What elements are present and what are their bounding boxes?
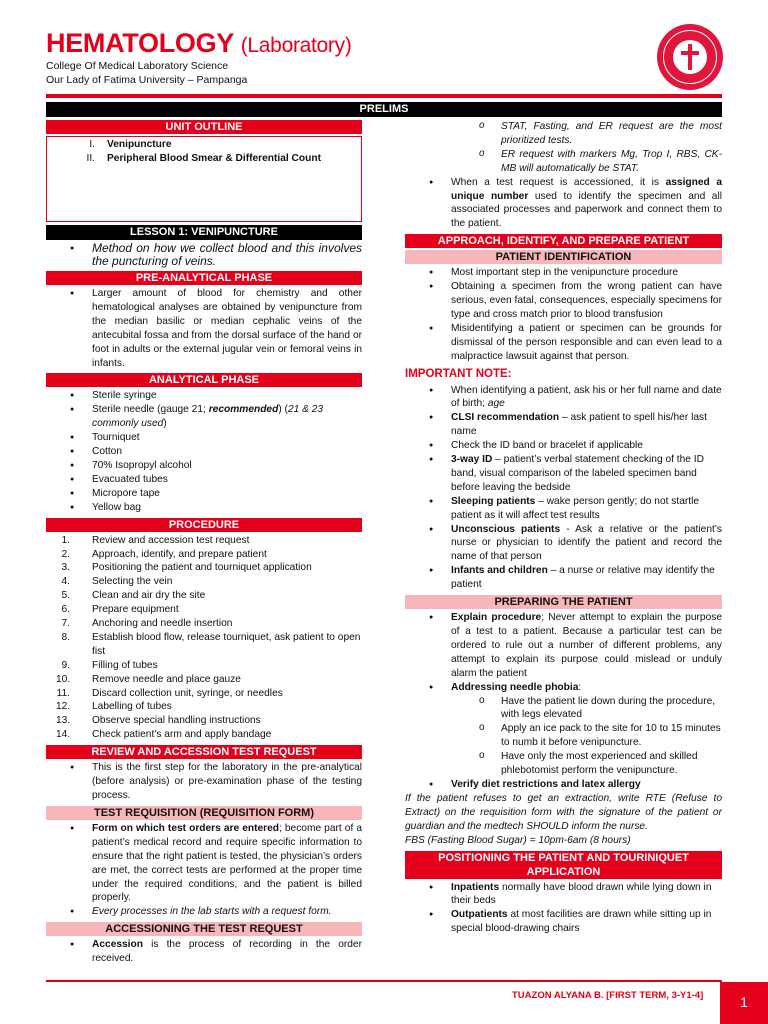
list-item: ● Unconscious patients - Ask a relative or the patient’s nurse or physician to identify the patient and record the name of that person <box>405 523 722 565</box>
list-item: ● Most important step in the venipuncture procedure <box>405 266 722 280</box>
important-note-list <box>405 384 722 593</box>
list-item: ● Larger amount of blood for chemistry and other hematological analyses are obtained by venipuncture from the median basilic or median cephalic veins of the antecubital fossa and from the dorsal surface of the hand or foot in adults or the external jugular vein or femoral veins in infants. <box>46 287 362 370</box>
pre-analytical-list <box>46 287 362 370</box>
list-item: ● Infants and children – a nurse or relative may identify the patient <box>405 564 722 592</box>
seal-cross-bar <box>681 51 699 55</box>
sub-item: o Apply an ice pack to the site for 10 to 15 minutes to numb it before venipuncture. <box>405 722 722 750</box>
procedure-step: 13. Observe special handling instructions <box>56 715 261 727</box>
list-item: ● Form on which test orders are entered; become part of a patient’s medical record and require specific information to ensure that the right patient is tested, the physician’s orders are met, the correct tests are performed at the proper time under the required conditions, and the patient is billed properly. <box>46 822 362 905</box>
list-item: ● Inpatients normally have blood drawn while lying down in their beds <box>405 881 722 909</box>
title-main: HEMATOLOGY <box>46 28 234 58</box>
procedure-step: 7. Anchoring and needle insertion <box>61 618 233 630</box>
unit-outline-heading: UNIT OUTLINE <box>46 120 362 134</box>
sub-item: o ER request with markers Mg, Trop I, RBS, CK-MB will automatically be STAT. <box>405 148 722 176</box>
procedure-step: 9. Filling of tubes <box>61 659 158 671</box>
header-divider <box>46 94 722 98</box>
procedure-step: 1. Review and accession test request <box>61 534 250 546</box>
preparing-list <box>405 611 722 792</box>
list-item: ● Yellow bag <box>46 501 362 515</box>
outline-item: I. Venipuncture <box>89 139 172 150</box>
equipment-list <box>46 389 362 514</box>
identification-list <box>405 266 722 363</box>
list-item: ● Accession is the process of recording in the order received. <box>46 938 362 966</box>
important-note-heading: IMPORTANT NOTE: <box>405 367 512 380</box>
positioning-heading: POSITIONING THE PATIENT AND TOURINIQUET APPLICATION <box>405 851 722 879</box>
list-item: ● Addressing needle phobia: o Have the patient lie down during the procedure, with legs elevated o Apply an ice pack to the site for 10 to 15 minutes to numb it before venipuncture. o Have only the most experienced and skilled phlebotomist perform the venipuncture. <box>405 681 722 778</box>
procedure-step: 4. Selecting the vein <box>61 576 173 588</box>
page-number: 1 <box>720 982 768 1024</box>
title-suffix: (Laboratory) <box>240 34 352 57</box>
list-item: ● Sterile needle (gauge 21; recommended) (21 & 23 commonly used) <box>46 403 362 431</box>
procedure-heading: PROCEDURE <box>46 518 362 532</box>
procedure-step: 10. Remove needle and place gauze <box>56 673 241 685</box>
list-item: ● When a test request is accessioned, it is assigned a unique number used to identify the specimen and all associated processes and paperwork and connect them to the patient. <box>405 176 722 232</box>
preparing-heading: PREPARING THE PATIENT <box>405 595 722 609</box>
right-column <box>405 118 722 936</box>
procedure-step: 12. Labelling of tubes <box>56 701 172 713</box>
seal-cross-icon <box>688 44 692 70</box>
list-item: ● Explain procedure; Never attempt to explain the purpose of a test to a patient. Because a particular test can be ordered to rule out a number of different problems, any attempt to explain its purpose could mislead or unduly alarm the patient <box>405 611 722 681</box>
procedure-step: 8. Establish blood flow, release tourniquet, ask patient to open fist <box>61 631 361 657</box>
list-item: ● Tourniquet <box>46 431 362 445</box>
sub-item: o Have only the most experienced and skilled phlebotomist perform the venipuncture. <box>405 750 722 778</box>
footer-divider <box>46 980 722 982</box>
left-column <box>46 118 362 966</box>
list-item: ● Verify diet restrictions and latex allergy <box>405 778 722 792</box>
list-item: ● Check the ID band or bracelet if applicable <box>405 439 722 453</box>
procedure-steps <box>46 534 362 743</box>
list-item: ● Micropore tape <box>46 487 362 501</box>
procedure-step: 2. Approach, identify, and prepare patient <box>61 548 267 560</box>
sub-item: o STAT, Fasting, and ER request are the most prioritized tests. <box>405 120 722 148</box>
prelims-banner: PRELIMS <box>46 102 722 117</box>
procedure-step: 3. Positioning the patient and tourniquet application <box>61 562 312 574</box>
list-item: ● 70% Isopropyl alcohol <box>46 459 362 473</box>
procedure-step: 5. Clean and air dry the site <box>61 590 206 602</box>
procedure-step: 11. Discard collection unit, syringe, or needles <box>56 687 283 699</box>
list-item: ● Misidentifying a patient or specimen can be grounds for dismissal of the person responsible and can even lead to a malpractice lawsuit against that person. <box>405 322 722 364</box>
requisition-heading: TEST REQUISITION (REQUISITION FORM) <box>46 806 362 820</box>
list-item: ● Every processes in the lab starts with a request form. <box>46 905 362 919</box>
document-title <box>46 28 352 59</box>
list-item: ● Outpatients at most facilities are drawn while sitting up in special blood-drawing chairs <box>405 908 722 936</box>
lesson-definition: ● Method on how we collect blood and this involves the puncturing of veins. <box>46 242 362 268</box>
review-heading: REVIEW AND ACCESSION TEST REQUEST <box>46 745 362 759</box>
procedure-step: 14. Check patient’s arm and apply bandage <box>56 729 272 741</box>
accession-list <box>405 176 722 232</box>
list-item: ● Obtaining a specimen from the wrong patient can have serious, even fatal, consequences, especially specimens for type and cross match prior to blood transfusion <box>405 280 722 322</box>
approach-heading: APPROACH, IDENTIFY, AND PREPARE PATIENT <box>405 234 722 248</box>
positioning-list <box>405 881 722 937</box>
college-name: College Of Medical Laboratory Science <box>46 60 229 72</box>
list-item: ● Sterile syringe <box>46 389 362 403</box>
accessioning-list <box>46 938 362 966</box>
analytical-heading: ANALYTICAL PHASE <box>46 373 362 387</box>
stat-sublist <box>405 120 722 176</box>
list-item: ● Evacuated tubes <box>46 473 362 487</box>
sub-item: o Have the patient lie down during the procedure, with legs elevated <box>405 695 722 723</box>
list-item: ● This is the first step for the laboratory in the pre-analytical (before analysis) or pre-examination phase of the testing process. <box>46 761 362 803</box>
accessioning-heading: ACCESSIONING THE TEST REQUEST <box>46 922 362 936</box>
university-name: Our Lady of Fatima University – Pampanga <box>46 74 248 86</box>
list-item: ● Sleeping patients – wake person gently; do not startle patient as it will affect test results <box>405 495 722 523</box>
rte-note: If the patient refuses to get an extraction, write RTE (Refuse to Extract) on the requisition form with the signature of the patient or guardian and the medtech SHOULD inform the nurse. <box>405 792 722 832</box>
lesson-definition-list <box>46 242 362 268</box>
outline-item: II. Peripheral Blood Smear & Differential Count <box>86 153 321 164</box>
requisition-list <box>46 822 362 919</box>
university-seal-logo <box>657 24 723 90</box>
procedure-step: 6. Prepare equipment <box>61 604 179 616</box>
phobia-sublist <box>405 695 722 778</box>
list-item: ● Cotton <box>46 445 362 459</box>
review-list <box>46 761 362 803</box>
list-item: ● When identifying a patient, ask his or her full name and date of birth; age <box>405 384 722 412</box>
patient-identification-heading: PATIENT IDENTIFICATION <box>405 250 722 264</box>
pre-analytical-heading: PRE-ANALYTICAL PHASE <box>46 271 362 285</box>
footer-author: TUAZON ALYANA B. [FIRST TERM, 3-Y1-4] <box>512 990 704 1001</box>
list-item: ● CLSI recommendation – ask patient to spell his/her last name <box>405 411 722 439</box>
fbs-note: FBS (Fasting Blood Sugar) = 10pm-6am (8 hours) <box>405 834 631 846</box>
list-item: ● 3-way ID – patient’s verbal statement checking of the ID band, visual comparison of the labeled specimen band before leaving the bedside <box>405 453 722 495</box>
lesson-heading: LESSON 1: VENIPUNCTURE <box>46 225 362 240</box>
unit-outline-box <box>46 136 362 222</box>
